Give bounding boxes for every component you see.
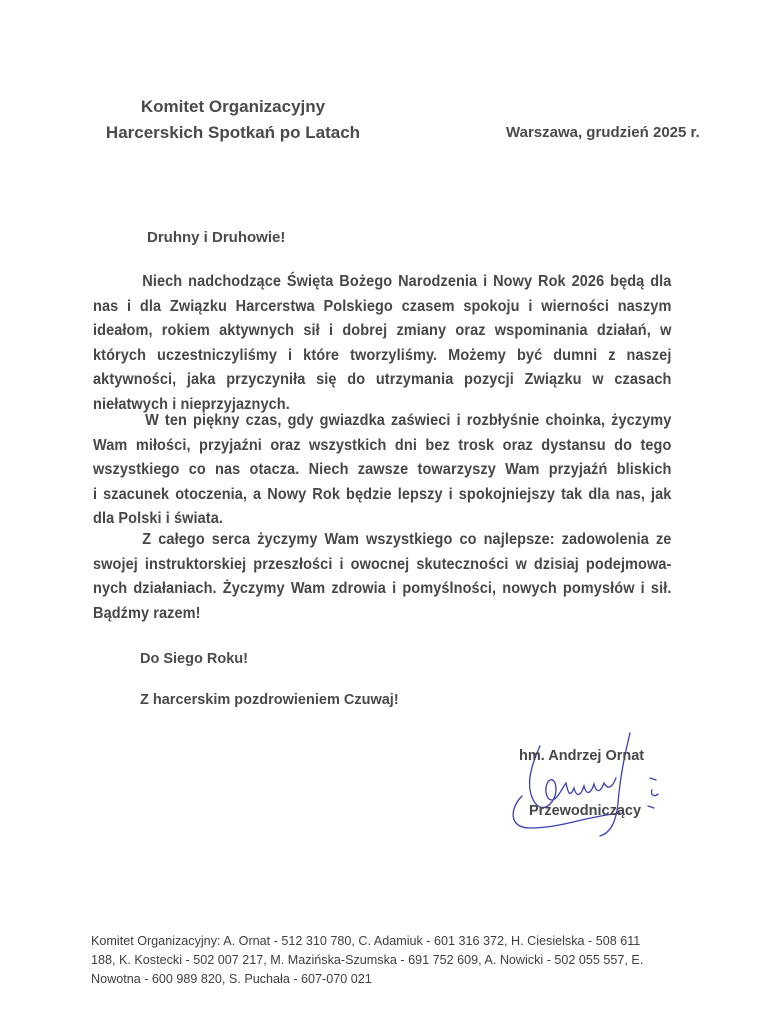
paragraph-1	[93, 270, 671, 418]
paragraph-line: aktywności, jaka przyczyniła się do utrzymania pozycji Związku w czasach	[93, 371, 672, 389]
paragraph-line: W ten piękny czas, gdy gwiazdka zaświeci i rozbłyśnie choinka, życzymy	[145, 412, 672, 429]
signatory-name: hm. Andrzej Ornat	[519, 748, 645, 764]
footer-line: Komitet Organizacyjny: A. Ornat - 512 310 780, C. Adamiuk - 601 316 372, H. Ciesielska - 508 611	[91, 934, 641, 948]
place-and-date: Warszawa, grudzień 2025 r.	[506, 124, 700, 141]
paragraph-line: dla Polski i świata.	[93, 510, 224, 528]
paragraph-line: ideałom, rokiem aktywnych sił i dobrej zmiany oraz wspominania działań, w	[93, 322, 672, 340]
paragraph-3	[93, 528, 671, 626]
paragraph-2	[93, 409, 671, 532]
salutation: Druhny i Druhowie!	[147, 229, 286, 246]
paragraph-line: Wam miłości, przyjaźni oraz wszystkich dni bez trosk oraz dystansu do tego	[93, 436, 672, 454]
footer-line: Nowotna - 600 989 820, S. Puchała - 607-070 021	[91, 972, 372, 986]
paragraph-line: Niech nadchodzące Święta Bożego Narodzenia i Nowy Rok 2026 będą dla	[142, 273, 672, 290]
organization-name-line1: Komitet Organizacyjny	[140, 97, 326, 116]
paragraph-line: których uczestniczyliśmy i które tworzyliśmy. Możemy być dumni z naszej	[93, 346, 672, 364]
paragraph-line: niełatwych i nieprzyjaznych.	[93, 395, 290, 413]
paragraph-line: Bądźmy razem!	[93, 604, 201, 622]
organization-name-line2: Harcerskich Spotkań po Latach	[105, 123, 361, 142]
paragraph-line: Z całego serca życzymy Wam wszystkiego co najlepsze: zadowolenia ze	[142, 531, 672, 548]
paragraph-line: nych działaniach. Życzymy Wam zdrowia i pomyślności, nowych pomysłów i sił.	[93, 580, 672, 598]
paragraph-line: i szacunek otoczenia, a Nowy Rok będzie lepszy i spokojniejszy tak dla nas, jak	[93, 485, 672, 503]
paragraph-line: wszystkiego co nas otacza. Niech zawsze towarzyszy Wam przyjaźń bliskich	[93, 461, 672, 479]
closing-new-year: Do Siego Roku!	[140, 651, 248, 667]
closing-greeting: Z harcerskim pozdrowieniem Czuwaj!	[140, 692, 399, 708]
footer-line: 188, K. Kostecki - 502 007 217, M. Mazińska-Szumska - 691 752 609, A. Nowicki - 502 055 557, E.	[91, 953, 644, 967]
paragraph-line: swojej instruktorskiej przeszłości i owocnej skuteczności w dzisiaj podejmowa-	[93, 555, 672, 573]
footer-contacts	[91, 932, 711, 989]
letterhead-organization	[92, 94, 374, 146]
signatory-role: Przewodniczący	[529, 803, 642, 819]
handwritten-signature-icon	[500, 728, 680, 838]
paragraph-line: nas i dla Związku Harcerstwa Polskiego czasem spokoju i wierności naszym	[93, 297, 672, 315]
